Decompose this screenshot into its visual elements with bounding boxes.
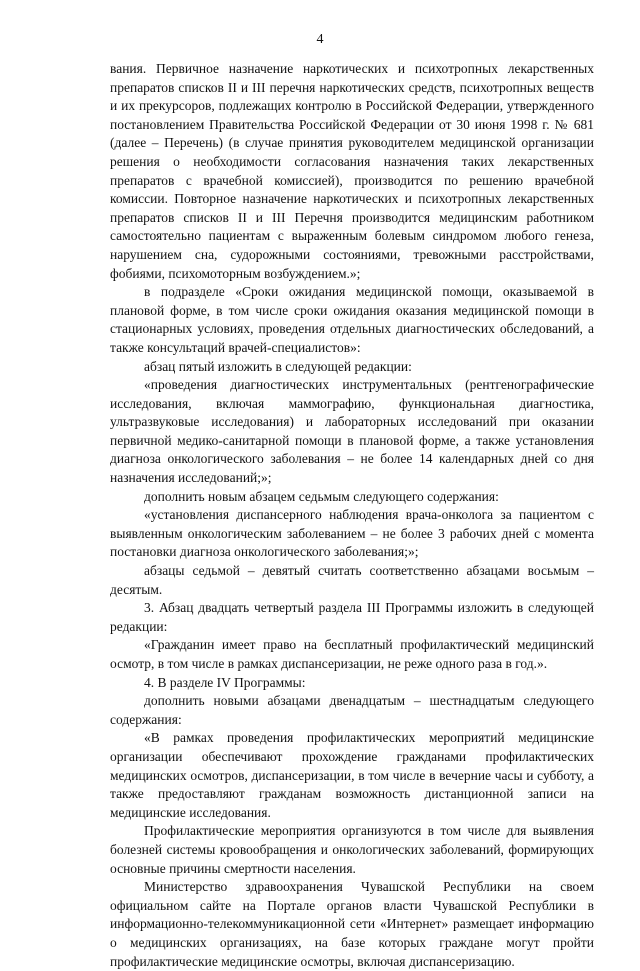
- document-body: [110, 60, 594, 971]
- page-number: 4: [316, 32, 324, 47]
- paragraph: дополнить новыми абзацами двенадцатым – шестнадцатым следующего содержания:: [110, 693, 594, 727]
- paragraph: «установления диспансерного наблюдения врача-онколога за пациентом с выявленным онкологическим заболеванием – не более 3 рабочих дней с момента постановки диагноза онкологического заболевания;»;: [110, 507, 594, 560]
- paragraph: «Гражданин имеет право на бесплатный профилактический медицинский осмотр, в том числе в рамках диспансеризации, не реже одного раза в год.».: [110, 637, 594, 671]
- paragraph: абзац пятый изложить в следующей редакции:: [144, 358, 412, 374]
- paragraph: дополнить новым абзацем седьмым следующего содержания:: [144, 488, 499, 504]
- paragraph: вания. Первичное назначение наркотических и психотропных лекарственных препаратов списков II и III перечня наркотических средств, психотропных веществ и их прекурсоров, подлежащих контролю в Российской Федерации, утвержденного постановлением Правительства Российской Федерации от 30 июня 1998 г. № 681 (далее – Перечень) (в случае принятия руководителем медицинской организации решения о необходимости согласования назначения таких лекарственных препаратов с врачебной комиссией), производится по решению врачебной комиссии. Повторное назначение наркотических и психотропных лекарственных препаратов списков II и III Перечня производится медицинским работником самостоятельно пациентам с выраженным болевым синдромом любого генеза, нарушением сна, судорожными состояниями, тревожными расстройствами, фобиями, психомоторным возбуждением.»;: [110, 61, 594, 281]
- paragraph: в подразделе «Сроки ожидания медицинской помощи, оказываемой в плановой форме, в том числе сроки ожидания оказания медицинской помощи в стационарных условиях, проведения отдельных диагностических обследований, а также консультаций врачей-специалистов»:: [110, 284, 594, 355]
- paragraph: абзацы седьмой – девятый считать соответственно абзацами восьмым – десятым.: [110, 563, 594, 597]
- paragraph: 4. В разделе IV Программы:: [144, 674, 306, 690]
- paragraph: Министерство здравоохранения Чувашской Республики на своем официальном сайте на Портале органов власти Чувашской Республики в информационно-телекоммуникационной сети «Интернет» размещает информацию о медицинских организациях, на базе которых граждане могут пройти профилактические медицинские осмотры, включая диспансеризацию.: [110, 879, 594, 969]
- paragraph: Профилактические мероприятия организуются в том числе для выявления болезней системы кровообращения и онкологических заболеваний, формирующих основные причины смертности населения.: [110, 823, 594, 876]
- paragraph: «проведения диагностических инструментальных (рентгенографические исследования, включая маммографию, функциональная диагностика, ультразвуковые исследования) и лабораторных исследований при оказании первичной медико-санитарной помощи в плановой форме, а также установления диагноза онкологического заболевания – не более 14 календарных дней со дня назначения исследований;»;: [110, 377, 594, 486]
- paragraph: «В рамках проведения профилактических мероприятий медицинские организации обеспечивают прохождение гражданами профилактических медицинских осмотров, диспансеризации, в том числе в вечерние часы и субботу, а также предоставляют гражданам возможность дистанционной записи на медицинские исследования.: [110, 730, 594, 820]
- paragraph: 3. Абзац двадцать четвертый раздела III Программы изложить в следующей редакции:: [110, 600, 594, 634]
